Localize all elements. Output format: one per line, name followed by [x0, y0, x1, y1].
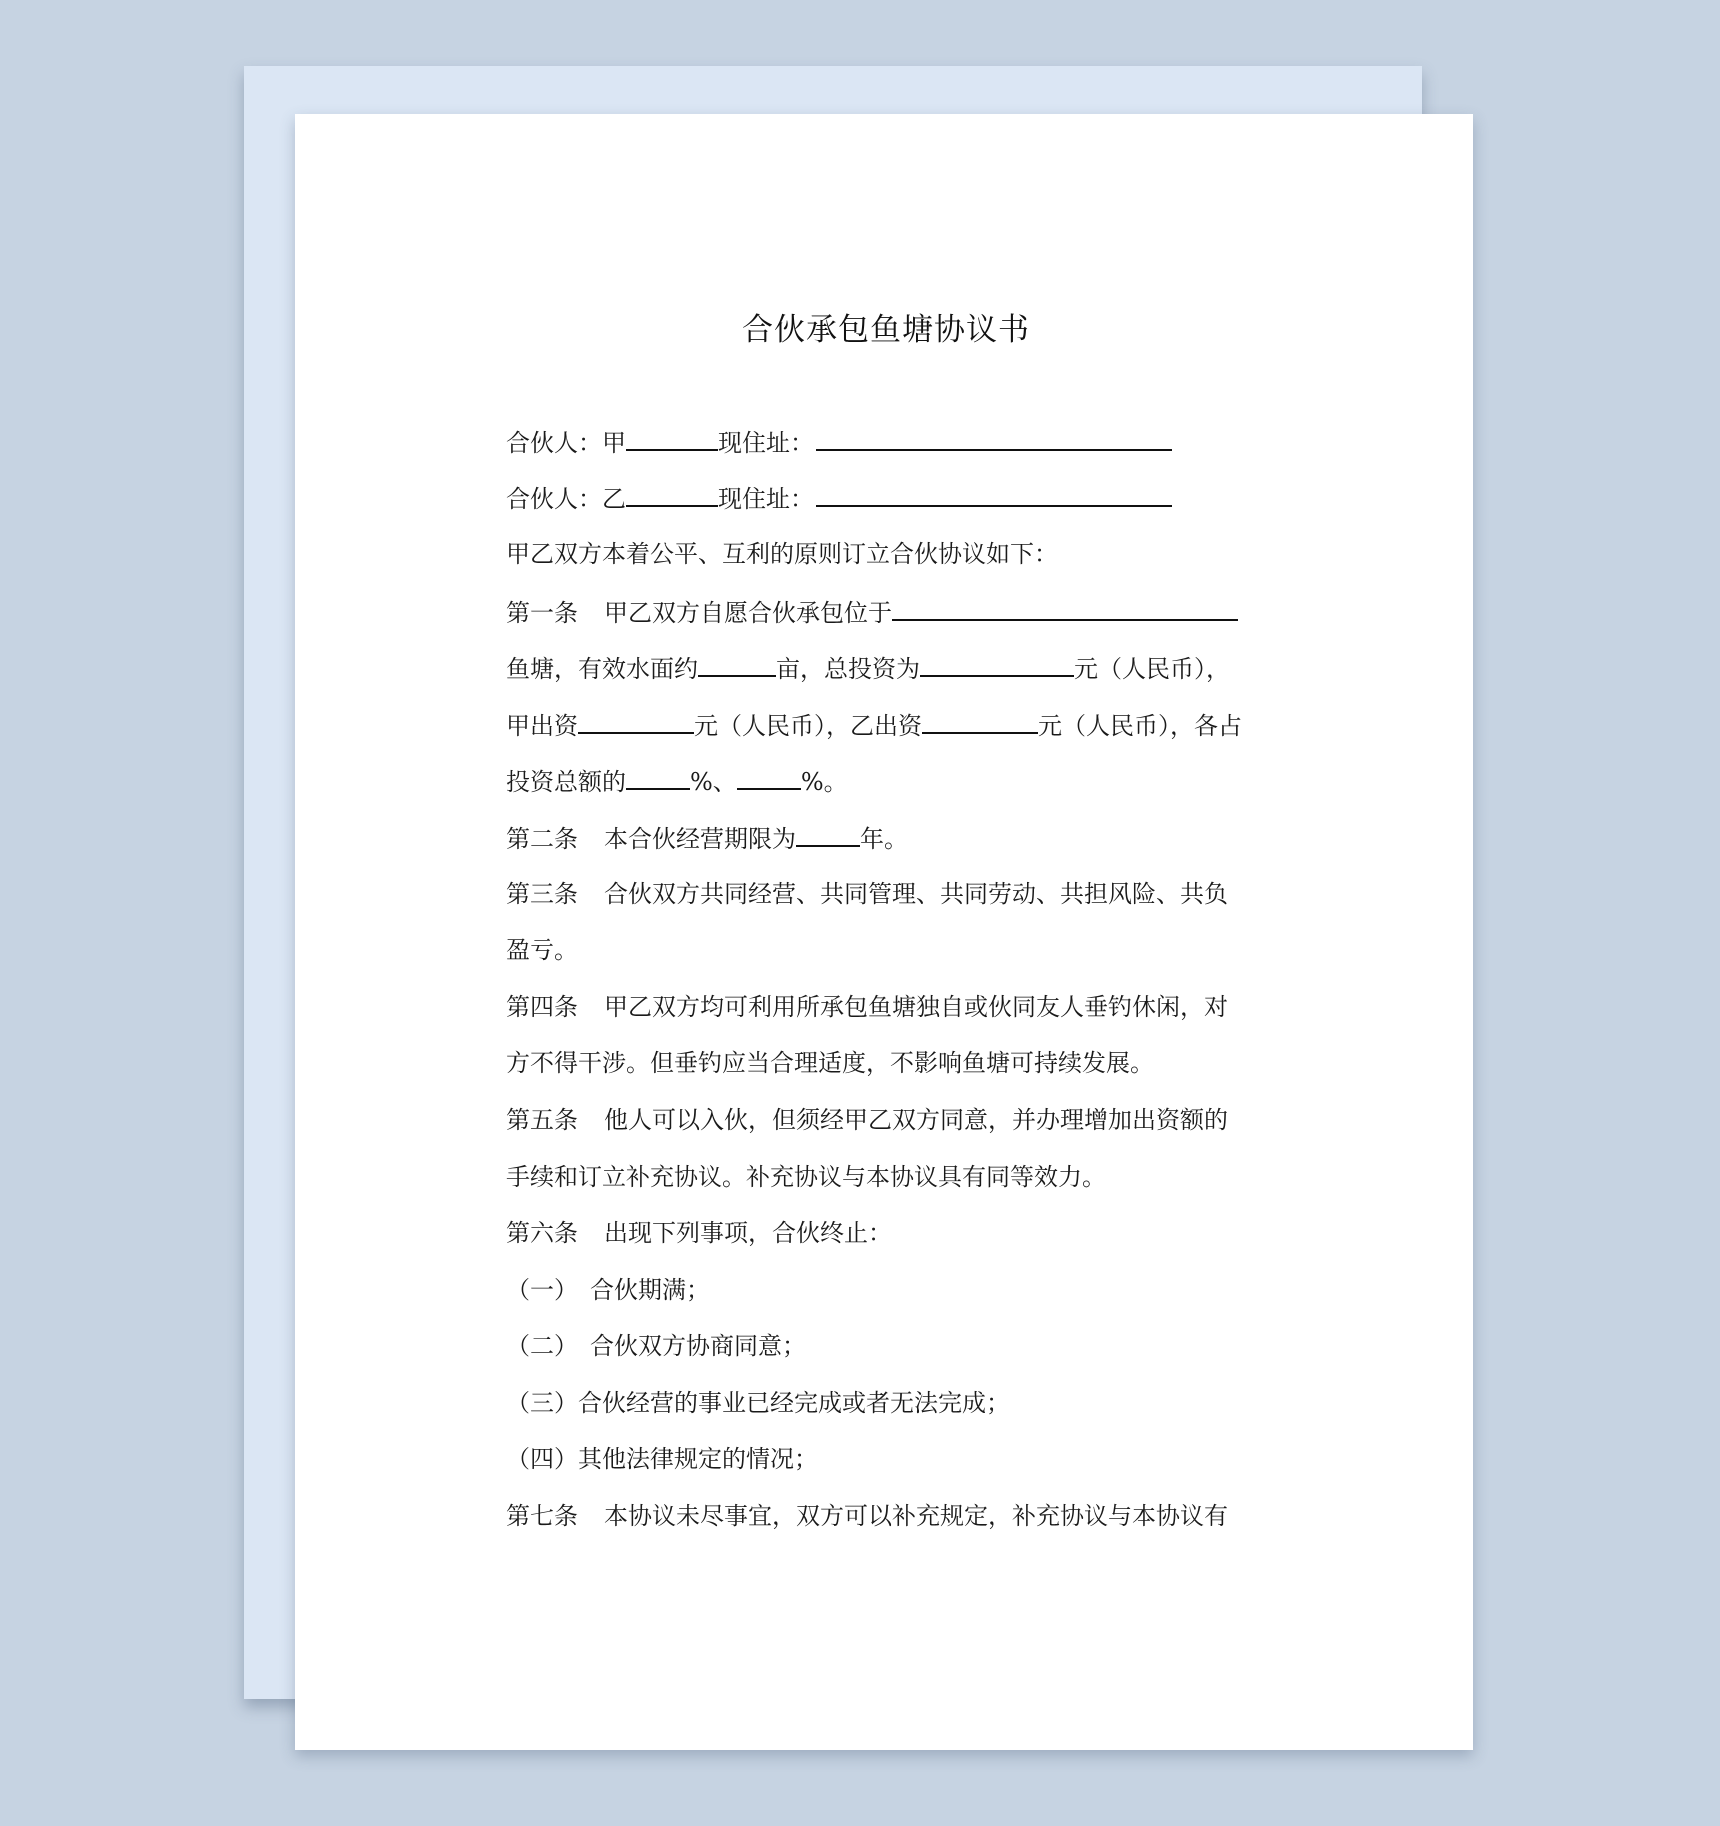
article1-line2 — [506, 651, 1230, 683]
article1-line3 — [506, 708, 1242, 740]
article6-text: 出现下列事项，合伙终止： — [604, 1219, 892, 1247]
document-page — [295, 114, 1473, 1750]
article3-text1: 合伙双方共同经营、共同管理、共同劳动、共担风险、共负 — [604, 880, 1228, 908]
article2-text-b: 年。 — [860, 825, 908, 853]
article1-number: 第一条 — [506, 599, 578, 627]
article4-line2: 方不得干涉。但垂钓应当合理适度，不影响鱼塘可持续发展。 — [506, 1049, 1154, 1077]
article7-number: 第七条 — [506, 1502, 578, 1530]
party-a-name-blank — [626, 425, 718, 451]
article1-text2b: 亩，总投资为 — [776, 655, 920, 683]
article6-item — [506, 1443, 818, 1475]
party-b-line — [506, 481, 1172, 513]
article1-text4b: %、 — [690, 768, 737, 796]
article1-text3c: 元（人民币），各占 — [1038, 712, 1242, 740]
article6-line — [506, 1217, 892, 1249]
article6-item — [506, 1274, 710, 1306]
article5-text1: 他人可以入伙，但须经甲乙双方同意，并办理增加出资额的 — [604, 1106, 1228, 1134]
party-a-prefix: 合伙人：甲 — [506, 429, 626, 457]
article4-number: 第四条 — [506, 993, 578, 1021]
article3-line1 — [506, 878, 1228, 910]
article1-a-investment-blank — [578, 708, 694, 734]
article6-item-number: （四） — [506, 1445, 578, 1473]
article4-text1: 甲乙双方均可利用所承包鱼塘独自或伙同友人垂钓休闲，对 — [604, 993, 1228, 1021]
article1-text3b: 元（人民币），乙出资 — [694, 712, 922, 740]
article1-b-investment-blank — [922, 708, 1038, 734]
article1-location-blank — [892, 595, 1238, 621]
article4-line1 — [506, 991, 1228, 1023]
article6-item — [506, 1387, 1010, 1419]
article5-number: 第五条 — [506, 1106, 578, 1134]
article3-number: 第三条 — [506, 880, 578, 908]
article1-text4a: 投资总额的 — [506, 768, 626, 796]
article7-text1: 本协议未尽事宜，双方可以补充规定，补充协议与本协议有 — [604, 1502, 1228, 1530]
article5-line1 — [506, 1104, 1228, 1136]
party-a-address-blank — [816, 425, 1172, 451]
article1-investment-blank — [920, 651, 1074, 677]
article3-line2: 盈亏。 — [506, 936, 578, 964]
article6-item-text: 合伙双方协商同意； — [590, 1332, 806, 1360]
party-b-name-blank — [626, 481, 718, 507]
party-b-prefix: 合伙人：乙 — [506, 485, 626, 513]
article1-b-percent-blank — [737, 764, 801, 790]
article6-number: 第六条 — [506, 1219, 578, 1247]
article1-line1 — [506, 595, 1238, 627]
party-b-address-label: 现住址： — [718, 485, 814, 513]
intro-line: 甲乙双方本着公平、互利的原则订立合伙协议如下： — [506, 540, 1058, 568]
article1-text2a: 鱼塘，有效水面约 — [506, 655, 698, 683]
party-a-line — [506, 425, 1172, 457]
article1-text2c: 元（人民币）， — [1074, 655, 1230, 683]
article2-text-a: 本合伙经营期限为 — [604, 825, 796, 853]
article1-line4 — [506, 764, 848, 796]
article6-item-number: （三） — [506, 1389, 578, 1417]
article1-area-blank — [698, 651, 776, 677]
article6-item-number: （二） — [506, 1332, 578, 1360]
article2-term-blank — [796, 821, 860, 847]
article6-item-text: 合伙经营的事业已经完成或者无法完成； — [578, 1389, 1010, 1417]
article1-a-percent-blank — [626, 764, 690, 790]
party-b-address-blank — [816, 481, 1172, 507]
article1-text4c: %。 — [800, 768, 848, 796]
article1-text3a: 甲出资 — [506, 712, 578, 740]
document-title: 合伙承包鱼塘协议书 — [742, 312, 1030, 348]
article7-line1 — [506, 1500, 1228, 1532]
article2-line — [506, 821, 908, 853]
article6-item-text: 合伙期满； — [590, 1276, 710, 1304]
party-a-address-label: 现住址： — [718, 429, 814, 457]
article6-item-text: 其他法律规定的情况； — [578, 1445, 818, 1473]
article2-number: 第二条 — [506, 825, 578, 853]
article5-line2: 手续和订立补充协议。补充协议与本协议具有同等效力。 — [506, 1163, 1106, 1191]
article6-item — [506, 1330, 806, 1362]
article6-item-number: （一） — [506, 1276, 578, 1304]
article1-text1: 甲乙双方自愿合伙承包位于 — [604, 599, 892, 627]
